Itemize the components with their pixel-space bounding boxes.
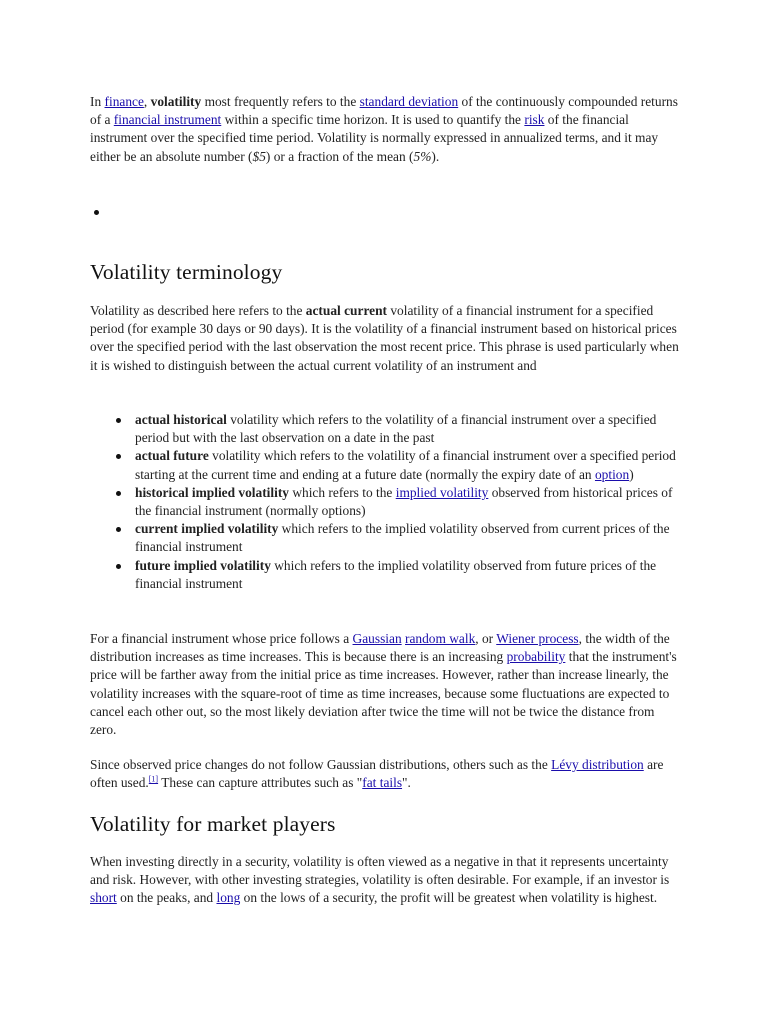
market-players-paragraph: When investing directly in a security, volatility is often viewed as a negative in that it represents uncertainty and risk. However, with other investing strategies, volatility is often desirable. For example, if an investor is short on the peaks, and long on the lows of a security, the profit will be greatest when volatility is highest. — [90, 854, 670, 906]
bullet-icon — [116, 527, 121, 532]
terminology-paragraph: Volatility as described here refers to the actual current volatility of a financial instrument for a specified period (for example 30 days or 90 days). It is the volatility of a financial instrument based on historical prices over the specified period with the last observation the most recent price. This phrase is used particularly when it is wished to distinguish between the actual current volatility of an instrument and — [90, 303, 679, 373]
list-item: current implied volatility which refers to the implied volatility observed from current prices of the financial instrument — [90, 520, 680, 556]
list-item: actual future volatility which refers to the volatility of a financial instrument over a specified period starting at the current time and ending at a future date (normally the expiry date of an option) — [90, 447, 680, 483]
link-long[interactable]: long — [216, 890, 241, 906]
link-levy-distribution[interactable]: Lévy distribution — [551, 757, 644, 772]
link-probability[interactable]: probability — [506, 649, 566, 665]
link-risk[interactable]: risk — [524, 112, 545, 128]
link-wiener-process[interactable]: Wiener process — [496, 631, 579, 646]
link-fat-tails[interactable]: fat tails — [362, 775, 403, 791]
link-short[interactable]: short — [90, 890, 117, 906]
link-standard-deviation[interactable]: standard deviation — [359, 94, 459, 109]
list-item: actual historical volatility which refers to the volatility of a financial instrument over a specified period but with the last observation on a date in the past — [90, 411, 680, 447]
random-walk-paragraph: For a financial instrument whose price follows a Gaussian random walk, or Wiener process, the width of the distribution increases as time increases. This is because there is an increasing probability that the instrument's price will be farther away from the initial price as time increases. However, rather than increase linearly, the volatility increases with the square-root of time as time increases, because some fluctuations are expected to cancel each other out, so the most likely deviation after twice the time will not be twice the distance from zero. — [90, 631, 677, 738]
bullet-icon — [116, 491, 121, 496]
reference-link[interactable]: [1] — [148, 774, 159, 784]
link-implied-volatility[interactable]: implied volatility — [395, 484, 489, 500]
levy-paragraph: Since observed price changes do not follow Gaussian distributions, others such as the Lévy distribution are often used.[1] These can capture attributes such as "fat tails". — [90, 757, 664, 791]
link-finance[interactable]: finance — [104, 94, 144, 109]
link-gaussian[interactable]: Gaussian — [352, 631, 402, 646]
bullet-icon — [116, 564, 121, 569]
bullet-icon — [116, 454, 121, 459]
list-item: historical implied volatility which refers to the implied volatility observed from historical prices of the financial instrument (normally options) — [90, 484, 680, 520]
terminology-list — [90, 411, 680, 593]
list-item: future implied volatility which refers to the implied volatility observed from future prices of the financial instrument — [90, 557, 680, 593]
section-heading-market-players: Volatility for market players — [90, 812, 336, 836]
section-heading-terminology: Volatility terminology — [90, 260, 283, 284]
bullet-icon — [94, 210, 99, 215]
link-random-walk[interactable]: random walk — [405, 631, 476, 646]
link-option[interactable]: option — [594, 466, 630, 482]
empty-list-item — [90, 205, 120, 221]
link-financial-instrument[interactable]: financial instrument — [113, 112, 222, 128]
bullet-icon — [116, 418, 121, 423]
intro-paragraph: In finance, volatility most frequently refers to the standard deviation of the continuously compounded returns of a financial instrument within a specific time horizon. It is used to quantify the risk of the financial instrument over the specified time period. Volatility is normally expressed in annualized terms, and it may either be an absolute number ($5) or a fraction of the mean (5%). — [90, 94, 678, 164]
term-volatility: volatility — [150, 94, 202, 109]
